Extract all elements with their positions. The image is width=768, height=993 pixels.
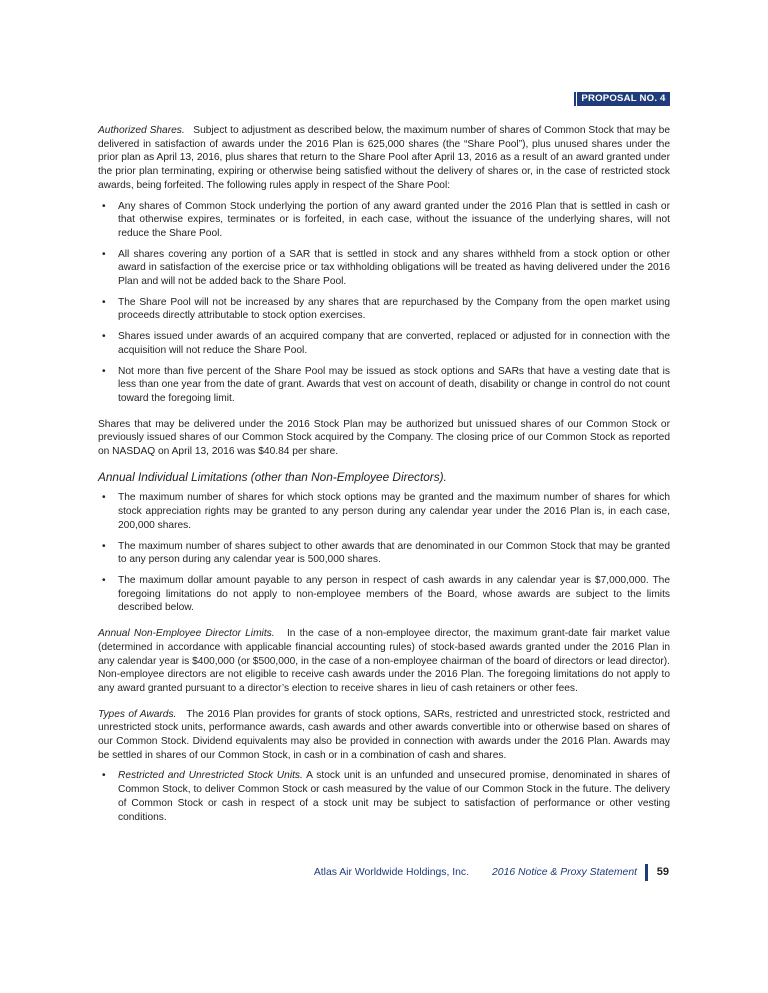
bullet-glyph: •: [102, 331, 106, 343]
section-badge: [577, 92, 670, 106]
share-pool-rules-list: [98, 200, 670, 406]
director-limits-text: In the case of a non-employee director, the maximum grant-date fair market value (determined in accordance with applicable financial accounting rules) of stock-based awards granted under the 2016 Plan in any calendar year is $400,000 (or $500,000, in the case of a non-employee chairman of the board of directors or lead director). Non-employee directors are not eligible to receive cash awards under the 2016 Plan. The foregoing limitations do not apply to any award granted pursuant to a director’s election to receive shares in lieu of cash retainers or other fees.: [98, 628, 670, 694]
badge-accent: [574, 92, 576, 106]
list-item: • The maximum dollar amount payable to any person in respect of cash awards in any calendar year is $7,000,000. The foregoing limitations do not apply to non-employee members of the Board, whose awards are subject to the limits described below.: [102, 574, 670, 614]
types-of-awards-text: The 2016 Plan provides for grants of stock options, SARs, restricted and unrestricted stock, restricted and unrestricted stock units, performance awards, cash awards and other awards convertible into or otherwise based on shares of our Common Stock. Dividend equivalents may also be provided in connection with awards under the 2016 Plan. Awards may be settled in shares of our Common Stock, in cash or in a combination of cash and shares.: [98, 708, 670, 761]
authorized-shares-lead: Authorized Shares.: [98, 125, 185, 136]
authorized-shares-text: Subject to adjustment as described below, the maximum number of shares of Common Stock that may be delivered in satisfaction of awards under the 2016 Plan is 625,000 shares (the “Share Pool”), plus unused shares under the prior plan as April 13, 2016, plus shares that return to the Share Pool after April 13, 2016 as a result of an award granted under the prior plan terminating, expiring or otherwise being satisfied without the delivery of shares or, in the case of restricted stock awards, being forfeited. The following rules apply in respect of the Share Pool:: [98, 125, 670, 191]
types-of-awards-paragraph: [98, 708, 670, 763]
footer-company: Atlas Air Worldwide Holdings, Inc.: [313, 867, 469, 878]
annual-limitations-list: [98, 491, 670, 615]
bullet-glyph: •: [102, 770, 106, 782]
list-item: [98, 769, 670, 824]
stock-units-lead: Restricted and Unrestricted Stock Units.: [118, 770, 303, 782]
bullet-glyph: •: [102, 365, 106, 377]
director-limits-paragraph: [98, 627, 670, 696]
director-limits-lead: Annual Non-Employee Director Limits.: [98, 628, 275, 640]
bullet-glyph: •: [102, 296, 106, 308]
award-types-list: [98, 769, 670, 824]
types-of-awards-lead: Types of Awards.: [98, 708, 177, 720]
page-number: 59: [656, 866, 669, 878]
badge-label: PROPOSAL NO. 4: [581, 93, 666, 104]
authorized-shares-paragraph: [98, 124, 670, 193]
footer-document-title: 2016 Notice & Proxy Statement: [492, 867, 637, 878]
bullet-glyph: •: [102, 492, 106, 504]
shares-delivery-paragraph: Shares that may be delivered under the 2016 Stock Plan may be authorized but unissued shares of our Common Stock or previously issued shares of our Common Stock acquired by the Company. The closing price of our Common Stock as reported on NASDAQ on April 13, 2016 was $40.84 per share.: [98, 418, 670, 458]
annual-limitations-heading: Annual Individual Limitations (other than Non-Employee Directors).: [98, 469, 447, 484]
page-footer: [0, 864, 669, 882]
footer-divider: [645, 864, 648, 881]
bullet-glyph: •: [102, 540, 106, 552]
list-item: • Shares issued under awards of an acquired company that are converted, replaced or adjusted for in connection with the acquisition will not reduce the Share Pool.: [102, 331, 670, 356]
page-body: [98, 124, 670, 831]
bullet-glyph: •: [102, 200, 106, 212]
list-item: • All shares covering any portion of a SAR that is settled in stock and any shares withheld from a stock option or other award in satisfaction of the exercise price or tax withholding obligations will be treated as having delivered under the 2016 Plan and will not be added back to the Share Pool.: [102, 248, 670, 288]
bullet-glyph: •: [102, 248, 106, 260]
list-item: • Not more than five percent of the Share Pool may be issued as stock options and SARs that have a vesting date that is less than one year from the date of grant. Awards that vest on account of death, disability or change in control do not count toward the foregoing limit.: [102, 365, 670, 404]
stock-units-text: A stock unit is an unfunded and unsecured promise, denominated in shares of Common Stock, to deliver Common Stock or cash measured by the value of our Common Stock in the future. The delivery of Common Stock or cash in respect of a stock unit may be subject to satisfaction of performance or other vesting conditions.: [118, 770, 670, 823]
bullet-glyph: •: [102, 574, 106, 586]
list-item: • The Share Pool will not be increased by any shares that are repurchased by the Company from the open market using proceeds directly attributable to stock option exercises.: [102, 296, 670, 322]
list-item: • The maximum number of shares for which stock options may be granted and the maximum number of shares for which stock appreciation rights may be granted to any person during any calendar year under the 2016 Plan is, in each case, 200,000 shares.: [102, 492, 670, 531]
list-item: • Any shares of Common Stock underlying the portion of any award granted under the 2016 Plan that is settled in cash or that otherwise expires, terminates or is forfeited, in each case, without the issuance of the underlying shares, will not reduce the Share Pool.: [102, 200, 670, 239]
list-item: • The maximum number of shares subject to other awards that are denominated in our Common Stock that may be granted to any person during any calendar year is 500,000 shares.: [102, 540, 670, 566]
